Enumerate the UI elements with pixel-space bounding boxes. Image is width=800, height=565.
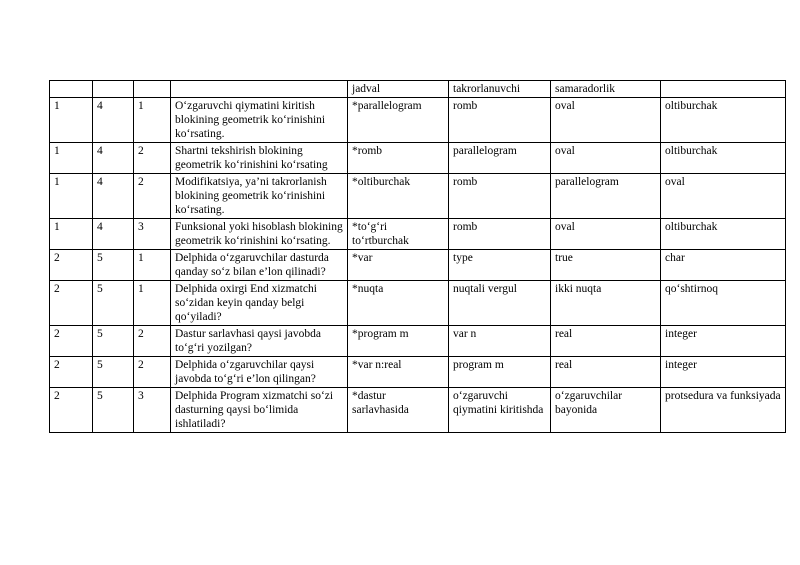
header-cell xyxy=(134,81,171,98)
header-cell: samaradorlik xyxy=(551,81,661,98)
group-cell: 5 xyxy=(93,357,134,388)
correct-answer-cell: *nuqta xyxy=(348,281,449,326)
question-cell: O‘zgaruvchi qiymatini kiritish blokining geometrik ko‘rinishini ko‘rsating. xyxy=(171,98,348,143)
difficulty-cell: 1 xyxy=(134,98,171,143)
header-cell: jadval xyxy=(348,81,449,98)
question-cell: Funksional yoki hisoblash blokining geometrik ko‘rinishini ko‘rsating. xyxy=(171,219,348,250)
group-cell: 5 xyxy=(93,388,134,433)
answer-option-cell: protsedura va funksiyada xyxy=(661,388,786,433)
answer-option-cell: oval xyxy=(551,98,661,143)
difficulty-cell: 2 xyxy=(134,174,171,219)
header-cell xyxy=(50,81,93,98)
answer-option-cell: oltiburchak xyxy=(661,98,786,143)
group-cell: 4 xyxy=(93,98,134,143)
level-cell: 2 xyxy=(50,250,93,281)
table-body xyxy=(50,81,786,433)
answer-option-cell: program m xyxy=(449,357,551,388)
table-row xyxy=(50,281,786,326)
question-cell: Delphida Program xizmatchi so‘zi dasturning qaysi bo‘limida ishlatiladi? xyxy=(171,388,348,433)
correct-answer-cell: *dastur sarlavhasida xyxy=(348,388,449,433)
correct-answer-cell: *program m xyxy=(348,326,449,357)
correct-answer-cell: *parallelogram xyxy=(348,98,449,143)
answer-option-cell: integer xyxy=(661,357,786,388)
difficulty-cell: 3 xyxy=(134,388,171,433)
correct-answer-cell: *romb xyxy=(348,143,449,174)
group-cell: 5 xyxy=(93,281,134,326)
level-cell: 1 xyxy=(50,143,93,174)
level-cell: 1 xyxy=(50,98,93,143)
answer-option-cell: real xyxy=(551,357,661,388)
answer-option-cell: oval xyxy=(551,143,661,174)
question-cell: Dastur sarlavhasi qaysi javobda to‘g‘ri yozilgan? xyxy=(171,326,348,357)
difficulty-cell: 1 xyxy=(134,250,171,281)
answer-option-cell: char xyxy=(661,250,786,281)
group-cell: 5 xyxy=(93,250,134,281)
level-cell: 2 xyxy=(50,388,93,433)
header-cell xyxy=(171,81,348,98)
level-cell: 1 xyxy=(50,219,93,250)
difficulty-cell: 2 xyxy=(134,143,171,174)
correct-answer-cell: *var n:real xyxy=(348,357,449,388)
table-row xyxy=(50,388,786,433)
difficulty-cell: 3 xyxy=(134,219,171,250)
group-cell: 4 xyxy=(93,219,134,250)
table-row xyxy=(50,143,786,174)
table-row xyxy=(50,98,786,143)
test-questions-table xyxy=(49,80,786,433)
question-cell: Shartni tekshirish blokining geometrik ko‘rinishini ko‘rsating xyxy=(171,143,348,174)
correct-answer-cell: *oltiburchak xyxy=(348,174,449,219)
correct-answer-cell: *var xyxy=(348,250,449,281)
question-cell: Delphida o‘zgaruvchilar qaysi javobda to‘g‘ri e’lon qilingan? xyxy=(171,357,348,388)
table-row xyxy=(50,174,786,219)
question-cell: Modifikatsiya, ya’ni takrorlanish blokining geometrik ko‘rinishini ko‘rsating. xyxy=(171,174,348,219)
difficulty-cell: 2 xyxy=(134,326,171,357)
answer-option-cell: oval xyxy=(551,219,661,250)
answer-option-cell: o‘zgaruvchi qiymatini kiritishda xyxy=(449,388,551,433)
answer-option-cell: parallelogram xyxy=(551,174,661,219)
difficulty-cell: 1 xyxy=(134,281,171,326)
table-row xyxy=(50,326,786,357)
answer-option-cell: var n xyxy=(449,326,551,357)
answer-option-cell: romb xyxy=(449,98,551,143)
table-row xyxy=(50,250,786,281)
answer-option-cell: real xyxy=(551,326,661,357)
answer-option-cell: nuqtali vergul xyxy=(449,281,551,326)
table-row xyxy=(50,357,786,388)
question-cell: Delphida o‘zgaruvchilar dasturda qanday so‘z bilan e’lon qilinadi? xyxy=(171,250,348,281)
difficulty-cell: 2 xyxy=(134,357,171,388)
answer-option-cell: true xyxy=(551,250,661,281)
answer-option-cell: oltiburchak xyxy=(661,143,786,174)
answer-option-cell: type xyxy=(449,250,551,281)
header-row xyxy=(50,81,786,98)
group-cell: 4 xyxy=(93,143,134,174)
answer-option-cell: qo‘shtirnoq xyxy=(661,281,786,326)
correct-answer-cell: *to‘g‘ri to‘rtburchak xyxy=(348,219,449,250)
header-cell: takrorlanuvchi xyxy=(449,81,551,98)
level-cell: 1 xyxy=(50,174,93,219)
group-cell: 4 xyxy=(93,174,134,219)
group-cell: 5 xyxy=(93,326,134,357)
header-cell xyxy=(661,81,786,98)
answer-option-cell: romb xyxy=(449,174,551,219)
level-cell: 2 xyxy=(50,357,93,388)
table-row xyxy=(50,219,786,250)
level-cell: 2 xyxy=(50,326,93,357)
question-cell: Delphida oxirgi End xizmatchi so‘zidan keyin qanday belgi qo‘yiladi? xyxy=(171,281,348,326)
answer-option-cell: parallelogram xyxy=(449,143,551,174)
answer-option-cell: oval xyxy=(661,174,786,219)
answer-option-cell: integer xyxy=(661,326,786,357)
answer-option-cell: romb xyxy=(449,219,551,250)
answer-option-cell: o‘zgaruvchilar bayonida xyxy=(551,388,661,433)
level-cell: 2 xyxy=(50,281,93,326)
header-cell xyxy=(93,81,134,98)
answer-option-cell: ikki nuqta xyxy=(551,281,661,326)
answer-option-cell: oltiburchak xyxy=(661,219,786,250)
